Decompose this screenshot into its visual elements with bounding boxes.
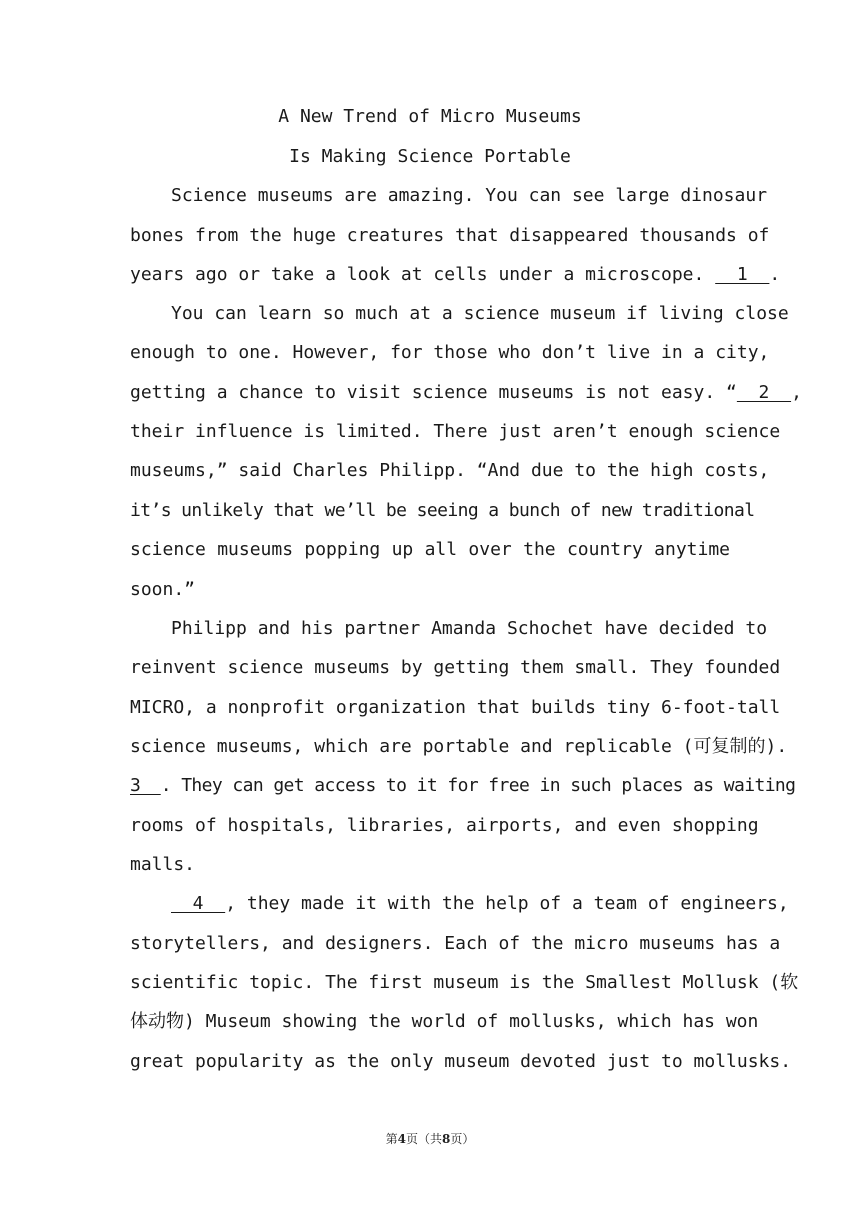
text-line: malls.: [130, 854, 196, 875]
text-line: getting a chance to visit science museums is not easy. “ 2 ,: [130, 382, 802, 403]
blank-1[interactable]: 1: [715, 264, 770, 285]
text-line: their influence is limited. There just aren’t enough science: [130, 421, 781, 442]
page-footer: 第4页（共8页）: [385, 1132, 475, 1146]
blank-2[interactable]: 2: [736, 382, 792, 403]
text-line: 4 , they made it with the help of a team of engineers,: [171, 893, 789, 914]
blank-3[interactable]: 3: [130, 775, 161, 796]
text-line: years ago or take a look at cells under a microscope. 1 .: [130, 264, 781, 285]
text-line: 体动物) Museum showing the world of mollusks, which has won: [130, 1011, 759, 1032]
text-line: it’s unlikely that we’ll be seeing a bunch of new traditional: [130, 500, 755, 521]
text-line: MICRO, a nonprofit organization that builds tiny 6-foot-tall: [130, 697, 781, 718]
total-page-number: 8: [442, 1132, 451, 1146]
text-line: soon.”: [130, 579, 196, 600]
text-line: science museums, which are portable and replicable (可复制的).: [130, 736, 788, 757]
article-title-line-2: Is Making Science Portable: [289, 146, 571, 167]
text-line: science museums popping up all over the country anytime: [130, 539, 730, 560]
text-line: bones from the huge creatures that disappeared thousands of: [130, 225, 770, 246]
text-line: museums,” said Charles Philipp. “And due to the high costs,: [130, 460, 770, 481]
current-page-number: 4: [397, 1132, 406, 1146]
text-line: great popularity as the only museum devoted just to mollusks.: [130, 1051, 792, 1072]
text-line: Philipp and his partner Amanda Schochet have decided to: [171, 618, 768, 639]
text-line: scientific topic. The first museum is the Smallest Mollusk (软: [130, 972, 799, 993]
text-line: Science museums are amazing. You can see large dinosaur: [171, 185, 768, 206]
article-title-line-1: A New Trend of Micro Museums: [278, 106, 582, 127]
text-line: You can learn so much at a science museum if living close: [171, 303, 789, 324]
text-line: enough to one. However, for those who don’t live in a city,: [130, 342, 770, 363]
blank-4[interactable]: 4: [171, 893, 226, 914]
text-line: rooms of hospitals, libraries, airports, and even shopping: [130, 815, 759, 836]
text-line: 3 . They can get access to it for free in such places as waiting: [130, 775, 796, 796]
text-line: reinvent science museums by getting them small. They founded: [130, 657, 781, 678]
text-line: storytellers, and designers. Each of the micro museums has a: [130, 933, 781, 954]
